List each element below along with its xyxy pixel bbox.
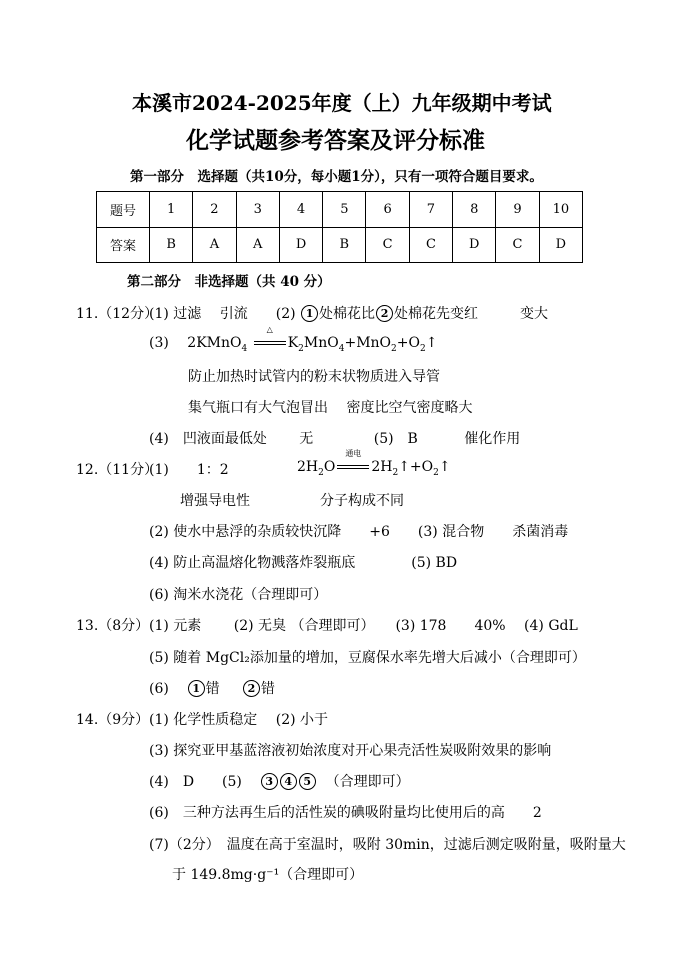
circled-number-4: 4 (280, 773, 297, 790)
q11-line1 (149, 303, 548, 323)
circled-number-3: 3 (261, 773, 278, 790)
number-cell: 2 (193, 192, 236, 228)
q13-line3-num: (6) (149, 681, 169, 697)
answer-cell: A (236, 227, 279, 263)
number-cell: 1 (150, 192, 193, 228)
circled-number-2: 2 (243, 680, 260, 697)
q14-line3 (149, 771, 410, 791)
number-cell: 9 (496, 192, 539, 228)
equation-condition-electric (335, 449, 371, 475)
number-row (97, 192, 583, 228)
heat-symbol: △ (266, 325, 273, 334)
q14-line6: 于 149.8mg·g⁻¹（合理即可） (172, 867, 364, 883)
q14-line5: (7)（2分） 温度在高于室温时，吸附 30min，过滤后测定吸附量，吸附量大 (149, 837, 626, 853)
q13-answer1: 错 (205, 681, 220, 697)
q13-line2: (5) 随着 MgCl₂添加量的增加，豆腐保水率先增大后减小（合理即可） (149, 650, 586, 666)
q14-label: 14.（9分） (76, 712, 150, 728)
equation-electrolysis: $2H_2O$ 通电 $2H_2↑+O_2↑$ (297, 449, 451, 478)
answer-cell: C (409, 227, 452, 263)
part2-heading: 第二部分 非选择题（共 40 分） (127, 274, 331, 290)
q12-label: 12.（11分） (76, 462, 159, 478)
q12-line5: (6) 淘米水浇花（合理即可） (149, 587, 328, 603)
number-cell: 3 (236, 192, 279, 228)
q11-label: 11.（12分） (76, 306, 159, 322)
q11-line3: 防止加热时试管内的粉末状物质进入导管 (188, 369, 440, 385)
q14-line4: (6) 三种方法再生后的活性炭的碘吸附量均比使用后的高 2 (149, 805, 542, 821)
q11-line2 (149, 325, 438, 354)
q11-line2-num: (3) (149, 335, 169, 351)
answer-cell: A (193, 227, 236, 263)
q14-line1: (1) 化学性质稳定 (2) 小于 (149, 712, 329, 728)
equation-reactant: 2KMnO (187, 335, 242, 351)
answer-cell: D (279, 227, 322, 263)
q14-line3-text: (4) D (5) (149, 774, 242, 790)
q11-line4: 集气瓶口有大气泡冒出 密度比空气密度略大 (188, 400, 473, 416)
number-cell: 7 (409, 192, 452, 228)
q12-line2: 增强导电性 分子构成不同 (180, 493, 404, 509)
electrolysis-label: 通电 (345, 449, 362, 458)
q13-line3 (149, 678, 275, 698)
number-cell: 8 (453, 192, 496, 228)
answer-cell: D (539, 227, 582, 263)
number-cell: 10 (539, 192, 582, 228)
q11-line5: (4) 凹液面最低处 无 (5) B 催化作用 (149, 431, 521, 447)
q12-line4: (4) 防止高温熔化物溅落炸裂瓶底 (5) BD (149, 555, 458, 571)
q13-answer2: 错 (260, 681, 275, 697)
answer-cell: D (453, 227, 496, 263)
page-subtitle: 化学试题参考答案及评分标准 (186, 127, 485, 154)
q13-line1: (1) 元素 (2) 无臭 （合理即可） (3) 178 40% (4) GdL (149, 618, 578, 634)
circled-number-1: 1 (188, 680, 205, 697)
q12-line3: (2) 使水中悬浮的杂质较快沉降 +6 (3) 混合物 杀菌消毒 (149, 524, 569, 540)
answer-row-label: 答案 (97, 227, 150, 263)
part1-heading: 第一部分 选择题（共10分，每小题1分），只有一项符合题目要求。 (130, 169, 543, 185)
q14-line3-tail: （合理即可） (325, 774, 410, 790)
equation-product: K (287, 335, 299, 351)
circled-number-5: 5 (299, 773, 316, 790)
page-title: 本溪市2024-2025年度（上）九年级期中考试 (132, 91, 552, 115)
answer-cell: B (150, 227, 193, 263)
q14-line2: (3) 探究亚甲基蓝溶液初始浓度对开心果壳活性炭吸附效果的影响 (149, 743, 552, 759)
equation-kmno4: 2KMnO$_4$ △ $K_2MnO_4+MnO_2+O_2↑$ (187, 325, 438, 354)
answer-cell: C (496, 227, 539, 263)
circled-number-1: 1 (301, 305, 318, 322)
number-row-label: 题号 (97, 192, 150, 228)
q11-line1-tail: 处棉花先变红 变大 (394, 306, 549, 322)
circled-number-2: 2 (376, 305, 393, 322)
number-cell: 6 (366, 192, 409, 228)
number-cell: 5 (323, 192, 366, 228)
answer-table (96, 191, 583, 263)
q11-line1-text: (1) 过滤 引流 (2) (149, 306, 296, 322)
answer-cell: B (323, 227, 366, 263)
q12-line1: (1) 1：2 (149, 462, 229, 478)
q13-label: 13.（8分） (76, 618, 150, 634)
answer-row (97, 227, 583, 263)
equation-condition (252, 325, 288, 351)
answer-cell: C (366, 227, 409, 263)
q11-line1-mid: 处棉花比 (319, 306, 376, 322)
number-cell: 4 (279, 192, 322, 228)
